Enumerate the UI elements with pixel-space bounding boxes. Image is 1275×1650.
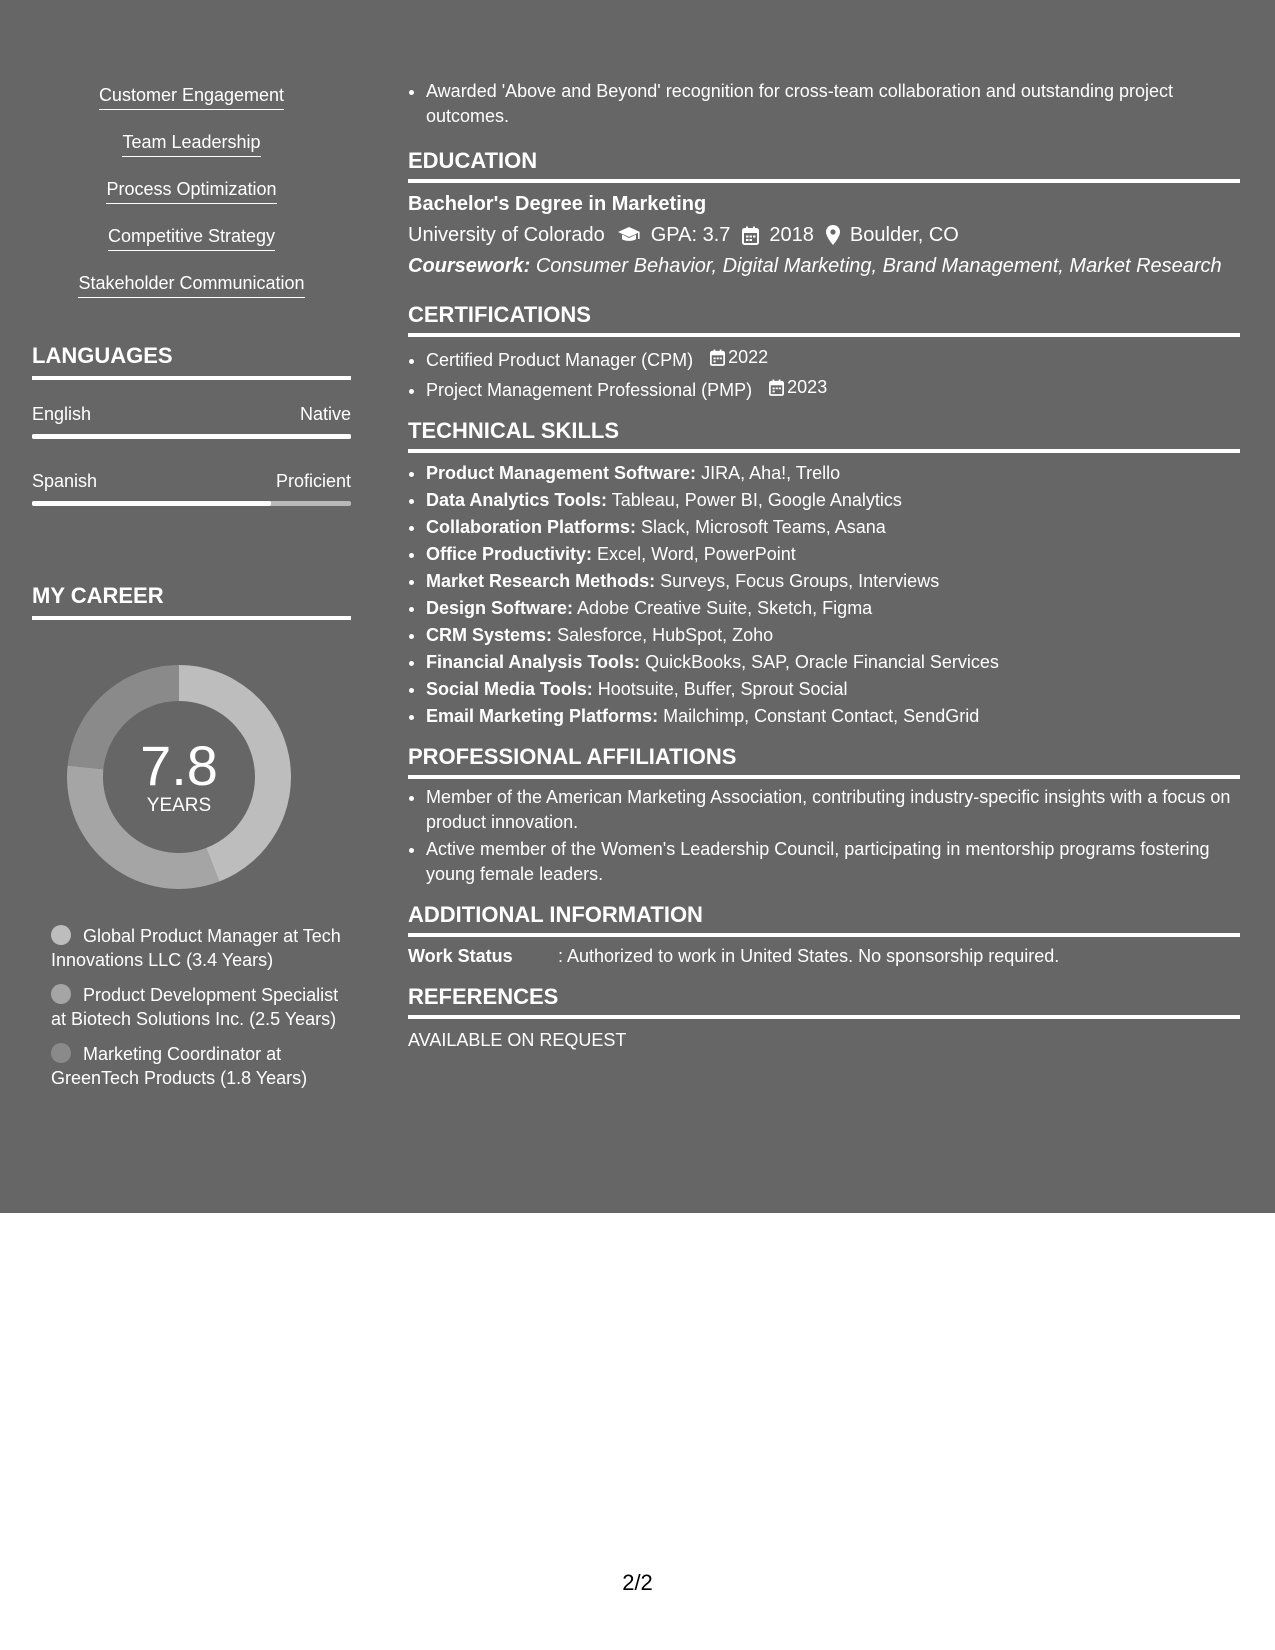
language-row-english [32,402,351,426]
certification-year: 2022 [728,347,769,367]
school-name: University of Colorado [408,224,605,246]
school-location: Boulder, CO [849,224,959,246]
legend-dot [51,984,71,1004]
technical-skill-item: • Design Software: Adobe Creative Suite, Sketch, Figma [426,596,1240,621]
technical-skill-item: • Financial Analysis Tools: QuickBooks, SAP, Oracle Financial Services [426,650,1240,675]
right-column [408,79,1240,1052]
affiliations-heading: PROFESSIONAL AFFILIATIONS [408,743,1240,779]
legend-dot [51,1043,71,1063]
career-donut-chart [66,664,292,890]
calendar-icon [742,226,759,245]
language-bar-fill [32,501,271,506]
language-bar [32,501,351,506]
career-item: Global Product Manager at Tech Innovations LLC (3.4 Years) [51,926,341,970]
left-column [32,82,351,1101]
legend-dot [51,925,71,945]
technical-skill-item: • CRM Systems: Salesforce, HubSpot, Zoho [426,623,1240,648]
languages-heading: LANGUAGES [32,342,351,380]
references-text: AVAILABLE ON REQUEST [408,1030,627,1050]
coursework-list: Consumer Behavior, Digital Marketing, Brand Management, Market Research [535,255,1222,277]
experience-bullets [408,79,1240,129]
language-level: Proficient [275,471,351,491]
technical-skill-item: • Collaboration Platforms: Slack, Microsoft Teams, Asana [426,515,1240,540]
graduation-cap-icon [617,226,641,244]
language-bar [32,434,351,439]
work-status-label: Work Status [408,946,513,966]
career-total-unit: YEARS [146,795,212,816]
education-heading: EDUCATION [408,147,1240,183]
technical-skill-item: • Social Media Tools: Hootsuite, Buffer, Sprout Social [426,677,1240,702]
education-meta [408,222,1240,248]
certification-year: 2023 [787,377,828,397]
experience-bullet: • Awarded 'Above and Beyond' recognition for cross-team collaboration and outstanding project outcomes. [426,79,1240,129]
skill-tag: Team Leadership [32,129,351,157]
gpa: GPA: 3.7 [650,224,731,246]
calendar-icon [769,379,784,396]
technical-skills-list [408,461,1240,729]
certifications-heading: CERTIFICATIONS [408,301,1240,337]
location-pin-icon [826,225,840,245]
references-heading: REFERENCES [408,983,1240,1019]
affiliation-item: • Member of the American Marketing Association, contributing industry-specific insights with a focus on product innovation. [426,785,1240,835]
calendar-icon [710,349,725,366]
career-item: Product Development Specialist at Biotech Solutions Inc. (2.5 Years) [51,985,339,1029]
technical-skill-item: • Email Marketing Platforms: Mailchimp, Constant Contact, SendGrid [426,704,1240,729]
certification-item: • Certified Product Manager (CPM) 2022 [426,345,1240,373]
certification-list [408,345,1240,403]
additional-info-heading: ADDITIONAL INFORMATION [408,901,1240,937]
career-item: Marketing Coordinator at GreenTech Products (1.8 Years) [51,1044,308,1088]
degree-title: Bachelor's Degree in Marketing [408,193,707,215]
affiliation-item: • Active member of the Women's Leadership Council, participating in mentorship programs fostering young female leaders. [426,837,1240,887]
coursework [408,253,1240,279]
career-heading: MY CAREER [32,582,351,620]
certification-item: • Project Management Professional (PMP) 2023 [426,375,1240,403]
language-name: Spanish [32,471,98,491]
affiliations-list [408,785,1240,887]
language-level: Native [299,404,351,424]
career-total-years: 7.8 [140,734,218,797]
technical-skill-item: • Data Analytics Tools: Tableau, Power BI, Google Analytics [426,488,1240,513]
work-status-row [408,944,1240,968]
skill-tag: Process Optimization [32,176,351,204]
graduation-year: 2018 [769,224,814,246]
career-donut-center [66,664,292,890]
technical-skill-item: • Office Productivity: Excel, Word, PowerPoint [426,542,1240,567]
skill-tag: Customer Engagement [32,82,351,110]
work-status-value: : Authorized to work in United States. No sponsorship required. [558,946,1060,966]
technical-skill-item: • Product Management Software: JIRA, Aha!, Trello [426,461,1240,486]
language-name: English [32,404,92,424]
coursework-label: Coursework: [408,255,531,277]
technical-skills-heading: TECHNICAL SKILLS [408,417,1240,453]
language-bar-fill [32,434,351,439]
skill-tag: Stakeholder Communication [32,270,351,298]
career-list [51,924,341,1090]
technical-skill-item: • Market Research Methods: Surveys, Focus Groups, Interviews [426,569,1240,594]
page-number: 2/2 [622,1570,653,1595]
language-row-spanish [32,469,351,493]
skill-tag: Competitive Strategy [32,223,351,251]
